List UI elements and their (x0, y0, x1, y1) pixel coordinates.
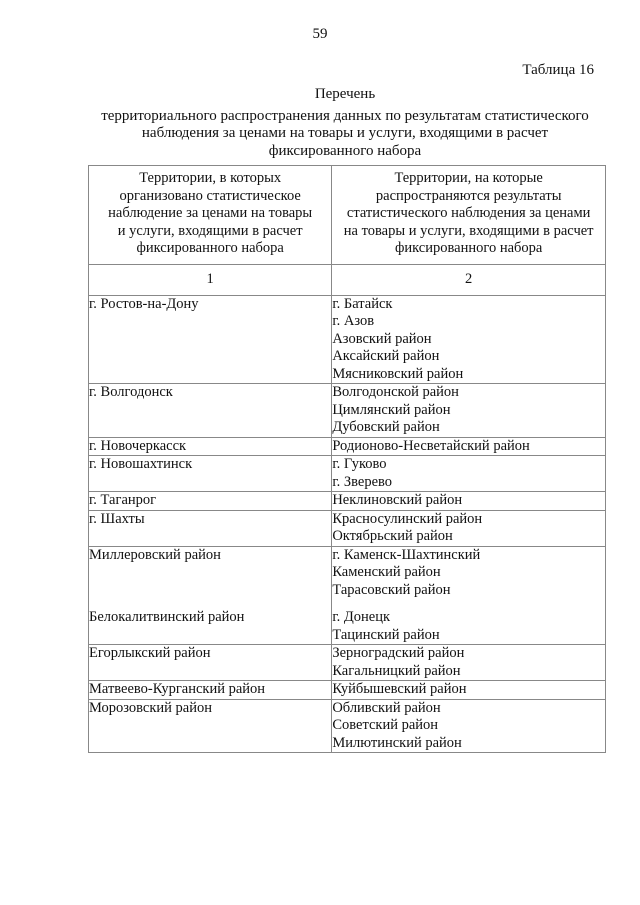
table-row (89, 384, 606, 438)
table-row (89, 681, 606, 700)
observed-territory-cell (89, 456, 332, 492)
extended-territories-cell (332, 492, 606, 511)
extended-territory: г. Донецк (332, 609, 391, 625)
extended-territory: г. Каменск-Шахтинский (332, 546, 481, 563)
header-line: фиксированного набора (394, 240, 543, 256)
extended-territory: Кагальницкий район (332, 662, 461, 679)
table-row (89, 456, 606, 492)
extended-territories-cell (332, 295, 606, 384)
observed-territory: г. Ростов-на-Дону (89, 295, 199, 312)
extended-territory: Аксайский район (332, 348, 440, 364)
extended-territories-cell (332, 546, 606, 645)
extended-territory: г. Зверево (332, 473, 393, 490)
extended-territories-cell (332, 456, 606, 492)
territories-table (88, 165, 606, 753)
observed-territory-cell (89, 699, 332, 753)
header-line: статистического наблюдения за ценами (346, 205, 591, 221)
table-body (89, 295, 606, 753)
extended-territory: г. Азов (332, 313, 375, 329)
observed-territory: г. Новочеркасск (89, 437, 187, 454)
extended-territory: г. Батайск (332, 295, 393, 312)
table-row (89, 437, 606, 456)
observed-territory-cell (89, 437, 332, 456)
header-line: на товары и услуги, входящими в расчет (343, 222, 594, 239)
extended-territory: Неклиновский район (332, 492, 463, 508)
extended-territory: Мясниковский район (332, 365, 464, 382)
extended-territory: Каменский район (332, 564, 441, 580)
header-line: Территории, в которых (139, 170, 282, 186)
extended-territory: Азовский район (332, 330, 432, 347)
extended-territory: Куйбышевский район (332, 681, 467, 697)
extended-territory: Волгодонской район (332, 384, 459, 400)
observed-territory-cell (89, 492, 332, 511)
observed-territory: Егорлыкский район (89, 645, 211, 661)
header-line: распространяются результаты (375, 187, 562, 204)
observed-territory-cell (89, 645, 332, 681)
observed-territory: Миллеровский район (89, 546, 221, 563)
extended-territory: Обливский район (332, 699, 441, 716)
extended-territory: Зерноградский район (332, 645, 465, 661)
observed-territory-cell (89, 510, 332, 546)
document-title (80, 86, 610, 160)
extended-territory: Цимлянский район (332, 401, 451, 418)
table-row (89, 295, 606, 384)
extended-territory: Дубовский район (332, 419, 440, 435)
table-row (89, 510, 606, 546)
header-line: и услуги, входящими в расчет (117, 222, 303, 239)
extended-territories-cell (332, 384, 606, 438)
observed-territory-cell (89, 384, 332, 438)
column-number: 1 (89, 264, 332, 295)
table-row (89, 492, 606, 511)
table-header-row (89, 166, 606, 265)
column-header-extended-territories (332, 166, 606, 265)
observed-territory: г. Таганрог (89, 492, 157, 508)
extended-territory: Тацинский район (332, 626, 440, 643)
page-number: 59 (312, 26, 328, 42)
title-heading: Перечень (314, 86, 376, 102)
title-line: фиксированного набора (268, 142, 422, 159)
observed-territory: Морозовский район (89, 699, 213, 716)
table-row (89, 645, 606, 681)
observed-territory: г. Волгодонск (89, 384, 173, 400)
column-number: 2 (332, 264, 606, 295)
observed-territory: г. Шахты (89, 510, 145, 527)
extended-territories-cell (332, 699, 606, 753)
extended-territory: Милютинский район (332, 734, 462, 751)
table-label: Таблица 16 (522, 62, 594, 78)
observed-territory: Белокалитвинский район (89, 609, 245, 625)
title-line: территориального распространения данных по результатам статистического (101, 107, 589, 124)
observed-territory-cell (89, 546, 332, 645)
header-line: организовано статистическое (119, 187, 301, 204)
extended-territories-cell (332, 510, 606, 546)
extended-territories-cell (332, 645, 606, 681)
header-line: фиксированного набора (136, 240, 284, 256)
extended-territory: Красносулинский район (332, 510, 483, 527)
extended-territories-cell (332, 437, 606, 456)
header-line: наблюдение за ценами на товары (108, 205, 313, 221)
observed-territory: Матвеево-Курганский район (89, 681, 266, 697)
observed-territory: г. Новошахтинск (89, 456, 193, 472)
column-number-row (89, 264, 606, 295)
extended-territory: Советский район (332, 717, 439, 733)
observed-territory-cell (89, 681, 332, 700)
observed-territory-cell (89, 295, 332, 384)
extended-territory: Тарасовский район (332, 581, 451, 598)
extended-territory: г. Гуково (332, 456, 387, 472)
extended-territories-cell (332, 681, 606, 700)
extended-territory: Октябрьский район (332, 528, 453, 544)
title-line: наблюдения за ценами на товары и услуги, входящими в расчет (141, 125, 549, 141)
table-row (89, 699, 606, 753)
column-header-observed-territories (89, 166, 332, 265)
extended-territory: Родионово-Несветайский район (332, 437, 530, 454)
header-line: Территории, на которые (394, 170, 543, 186)
table-row (89, 546, 606, 645)
